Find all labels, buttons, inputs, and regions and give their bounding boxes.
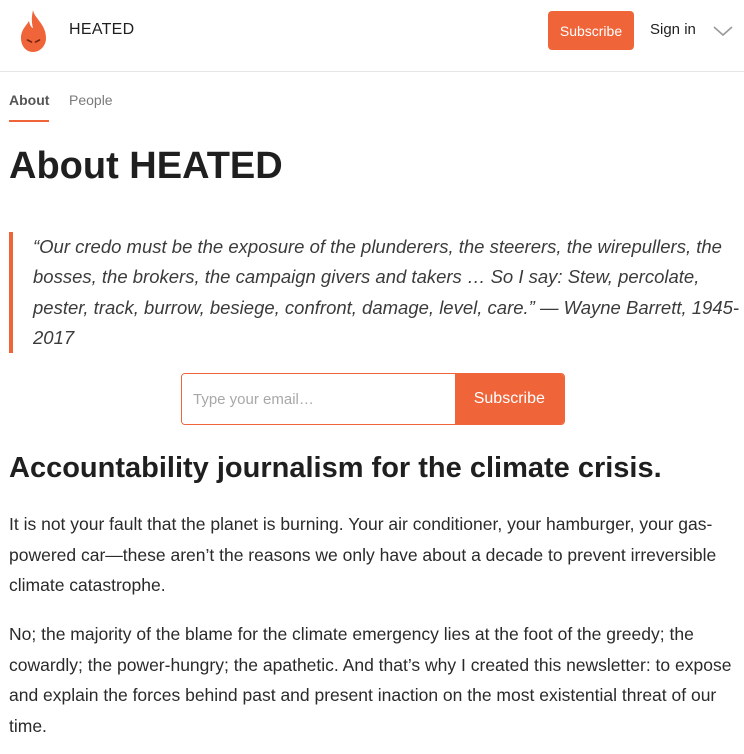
sign-in-link[interactable]: Sign in <box>650 21 696 38</box>
credo-quote: “Our credo must be the exposure of the plunderers, the steerers, the wirepullers, the bosses, the brokers, the campaign givers and takers … So I say: Stew, percolate, pester, track, burrow, besiege, confront, damage, level, care.” — Wayne Barrett, 1945-2017 <box>9 232 741 353</box>
email-input[interactable] <box>182 374 455 424</box>
email-subscribe-form <box>181 373 565 425</box>
top-navigation-bar <box>0 0 744 72</box>
page-title: About HEATED <box>9 145 283 187</box>
brand-name[interactable]: HEATED <box>69 21 135 38</box>
body-paragraph: No; the majority of the blame for the climate emergency lies at the foot of the greedy; the cowardly; the power-hungry; the apathetic. And that’s why I created this newsletter: to expose and explain the forces behind past and present inaction on the most existential threat of our time. <box>9 624 732 736</box>
tab-people[interactable]: People <box>69 92 113 108</box>
body-paragraph: It is not your fault that the planet is burning. Your air conditioner, your hamburger, your gas-powered car—these aren’t the reasons we only have about a decade to prevent irreversible climate catastrophe. <box>9 514 717 595</box>
header-subscribe-button[interactable]: Subscribe <box>548 11 634 50</box>
form-subscribe-button[interactable]: Subscribe <box>455 374 564 424</box>
tab-about[interactable]: About <box>9 92 49 122</box>
section-heading: Accountability journalism for the climate crisis. <box>9 452 662 484</box>
flame-logo-icon[interactable] <box>20 9 47 53</box>
chevron-down-icon[interactable] <box>713 25 733 37</box>
